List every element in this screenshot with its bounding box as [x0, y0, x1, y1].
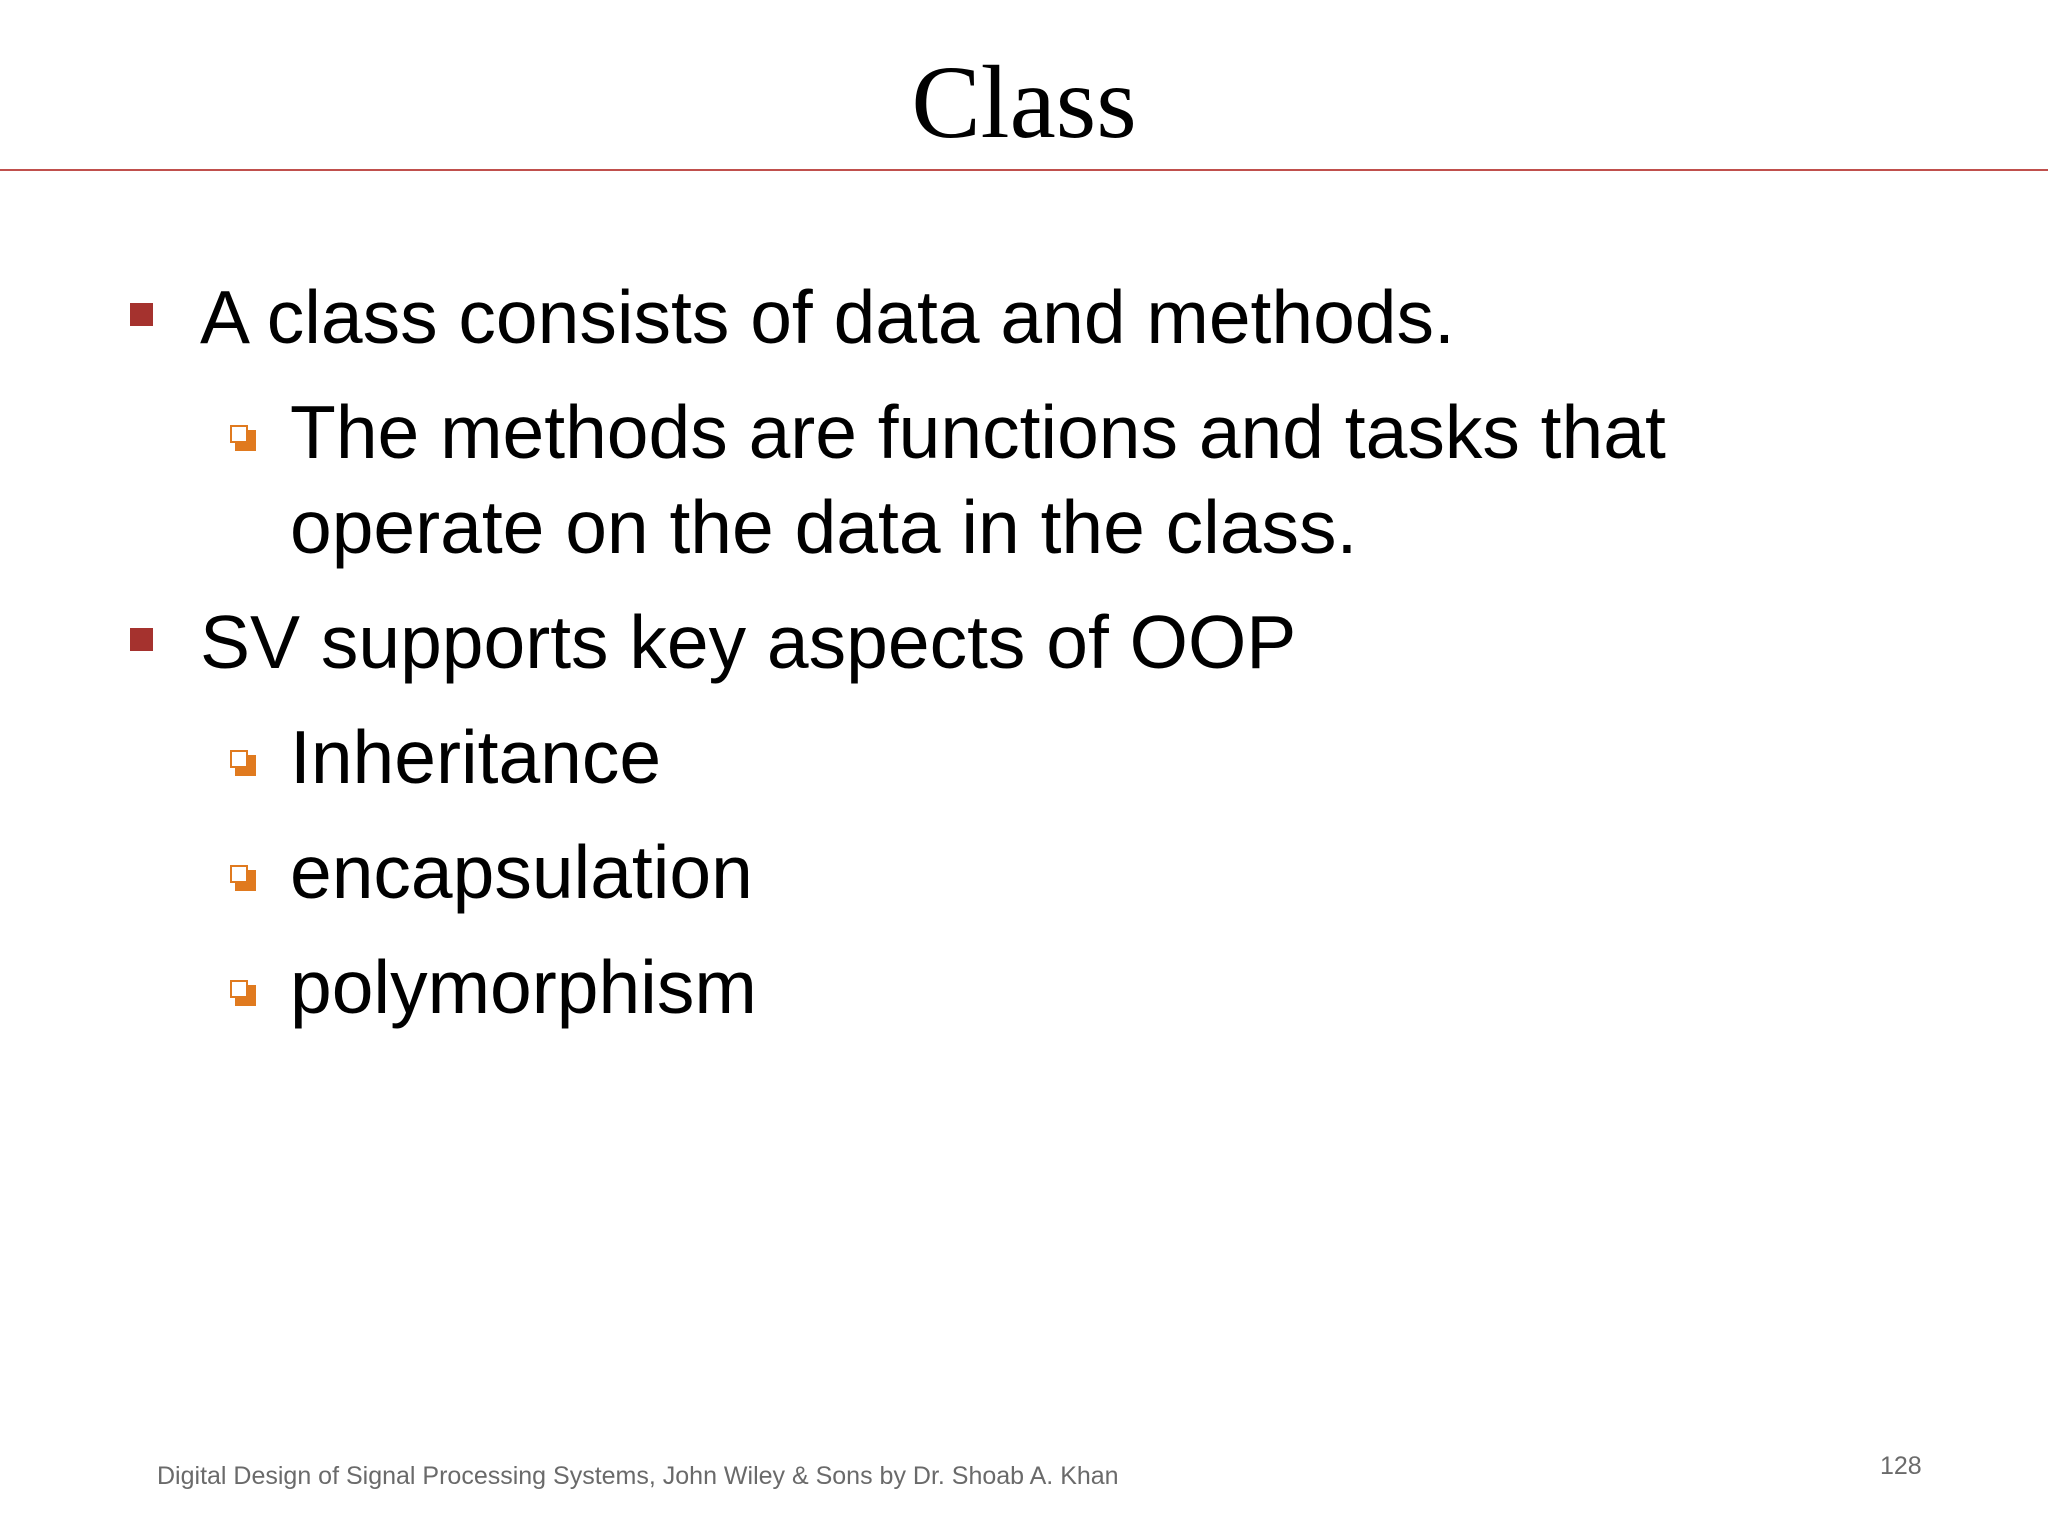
- sub-bullet-text-continued: operate on the data in the class.: [290, 485, 1358, 569]
- slide-title: Class: [911, 45, 1137, 160]
- square-bullet-icon: [130, 628, 153, 651]
- box-bullet-icon: [230, 980, 256, 1006]
- square-bullet-icon: [130, 303, 153, 326]
- bullet-text: SV supports key aspects of OOP: [200, 600, 1297, 684]
- sub-bullet-text: encapsulation: [290, 830, 753, 914]
- page-number: 128: [1880, 1452, 1922, 1480]
- sub-bullet-text: polymorphism: [290, 945, 757, 1029]
- box-bullet-icon: [230, 750, 256, 776]
- box-bullet-icon: [230, 425, 256, 451]
- sub-bullet-text: Inheritance: [290, 715, 662, 799]
- bullet-text: A class consists of data and methods.: [200, 275, 1455, 359]
- sub-bullet-text: The methods are functions and tasks that: [290, 390, 1666, 474]
- box-bullet-icon: [230, 865, 256, 891]
- slide-footer: Digital Design of Signal Processing Systems, John Wiley & Sons by Dr. Shoab A. Khan: [157, 1462, 1119, 1490]
